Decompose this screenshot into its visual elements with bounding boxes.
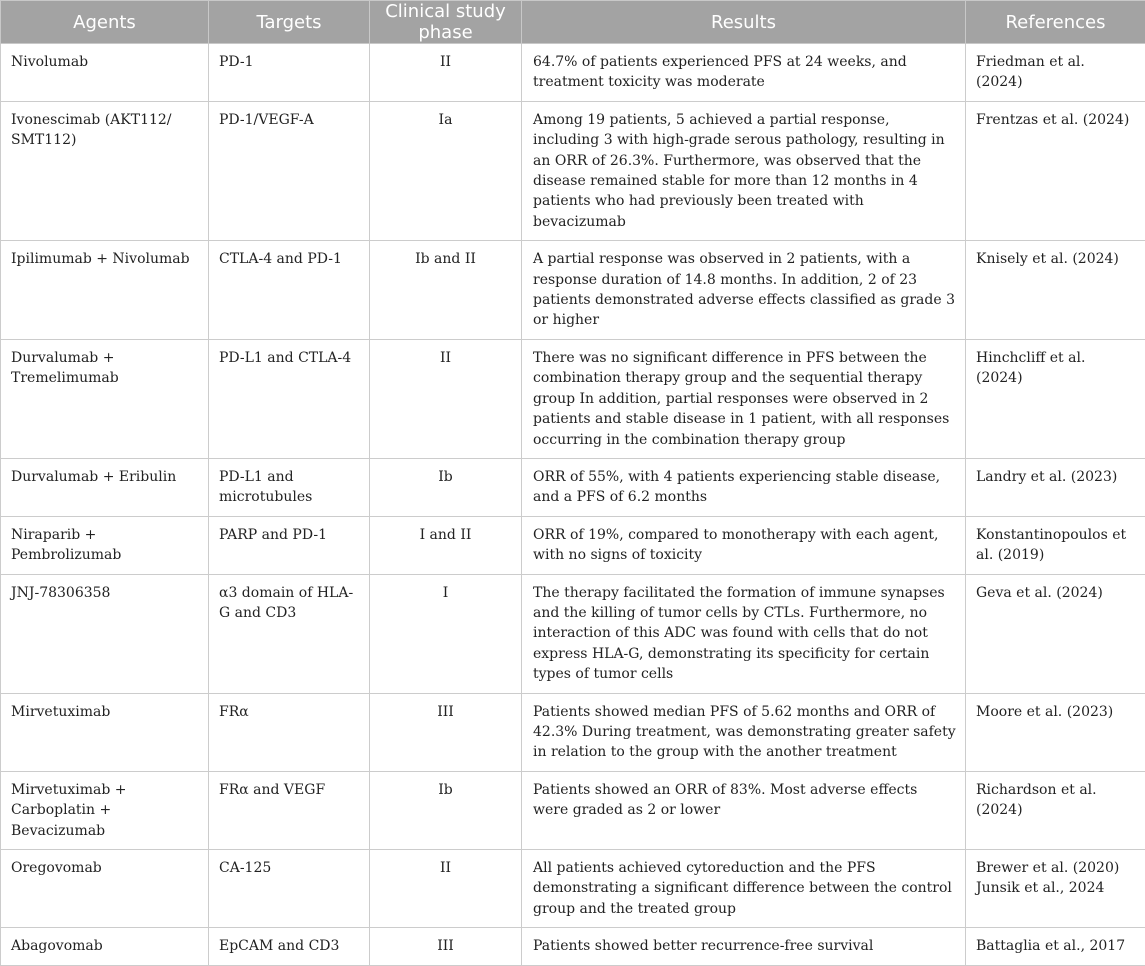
target-cell: PARP and PD-1 xyxy=(209,516,370,574)
agent-cell: Oregovomab xyxy=(1,850,209,928)
table-row xyxy=(1,693,1145,771)
reference-cell: Konstantinopoulos et al. (2019) xyxy=(966,516,1145,574)
agent-cell: Ivonescimab (AKT112/ SMT112) xyxy=(1,101,209,240)
result-cell: ORR of 55%, with 4 patients experiencing stable disease, and a PFS of 6.2 months xyxy=(522,458,966,516)
agent-cell: Durvalumab + Eribulin xyxy=(1,458,209,516)
agent-cell: Durvalumab + Tremelimumab xyxy=(1,339,209,458)
phase-cell: II xyxy=(370,44,522,102)
phase-cell: I and II xyxy=(370,516,522,574)
agent-cell: Niraparib + Pembrolizumab xyxy=(1,516,209,574)
phase-cell: II xyxy=(370,850,522,928)
target-cell: FRα xyxy=(209,693,370,771)
target-cell: CA-125 xyxy=(209,850,370,928)
header-targets: Targets xyxy=(209,1,370,44)
phase-cell: Ib xyxy=(370,771,522,849)
target-cell: PD-L1 and microtubules xyxy=(209,458,370,516)
agent-cell: JNJ-78306358 xyxy=(1,574,209,693)
target-cell: EpCAM and CD3 xyxy=(209,928,370,965)
table-header xyxy=(1,1,1145,44)
table-row xyxy=(1,101,1145,240)
phase-cell: Ib and II xyxy=(370,241,522,340)
result-cell: 64.7% of patients experienced PFS at 24 weeks, and treatment toxicity was moderate xyxy=(522,44,966,102)
target-cell: CTLA-4 and PD-1 xyxy=(209,241,370,340)
table-row xyxy=(1,516,1145,574)
phase-cell: III xyxy=(370,693,522,771)
reference-cell: Richardson et al. (2024) xyxy=(966,771,1145,849)
table-row xyxy=(1,44,1145,102)
result-cell: Among 19 patients, 5 achieved a partial response, including 3 with high-grade serous pathology, resulting in an ORR of 26.3%. Furthermore, was observed that the disease remained stable for more than 12 months in 4 patients who had previously been treated with bevacizumab xyxy=(522,101,966,240)
target-cell: PD-1/VEGF-A xyxy=(209,101,370,240)
table-body xyxy=(1,44,1145,966)
table-row xyxy=(1,771,1145,849)
header-clinical-study-phase: Clinical study phase xyxy=(370,1,522,44)
reference-cell: Knisely et al. (2024) xyxy=(966,241,1145,340)
header-agents: Agents xyxy=(1,1,209,44)
target-cell: PD-1 xyxy=(209,44,370,102)
phase-cell: Ib xyxy=(370,458,522,516)
header-references: References xyxy=(966,1,1145,44)
target-cell: PD-L1 and CTLA-4 xyxy=(209,339,370,458)
target-cell: α3 domain of HLA-G and CD3 xyxy=(209,574,370,693)
header-row xyxy=(1,1,1145,44)
result-cell: Patients showed better recurrence-free survival xyxy=(522,928,966,965)
result-cell: ORR of 19%, compared to monotherapy with each agent, with no signs of toxicity xyxy=(522,516,966,574)
phase-cell: II xyxy=(370,339,522,458)
reference-cell: Friedman et al. (2024) xyxy=(966,44,1145,102)
table-row xyxy=(1,458,1145,516)
table-row xyxy=(1,339,1145,458)
reference-cell: Battaglia et al., 2017 xyxy=(966,928,1145,965)
result-cell: Patients showed median PFS of 5.62 months and ORR of 42.3% During treatment, was demonstrating greater safety in relation to the group with the another treatment xyxy=(522,693,966,771)
reference-cell: Frentzas et al. (2024) xyxy=(966,101,1145,240)
agent-cell: Mirvetuximab xyxy=(1,693,209,771)
phase-cell: I xyxy=(370,574,522,693)
result-cell: A partial response was observed in 2 patients, with a response duration of 14.8 months. In addition, 2 of 23 patients demonstrated adverse effects classified as grade 3 or higher xyxy=(522,241,966,340)
table-row xyxy=(1,574,1145,693)
reference-cell: Landry et al. (2023) xyxy=(966,458,1145,516)
agent-cell: Ipilimumab + Nivolumab xyxy=(1,241,209,340)
result-cell: The therapy facilitated the formation of immune synapses and the killing of tumor cells by CTLs. Furthermore, no interaction of this ADC was found with cells that do not express HLA-G, demonstrating its specificity for certain types of tumor cells xyxy=(522,574,966,693)
result-cell: All patients achieved cytoreduction and the PFS demonstrating a significant difference between the control group and the treated group xyxy=(522,850,966,928)
table-row xyxy=(1,241,1145,340)
agent-cell: Nivolumab xyxy=(1,44,209,102)
table-row xyxy=(1,850,1145,928)
target-cell: FRα and VEGF xyxy=(209,771,370,849)
agent-cell: Mirvetuximab + Carboplatin + Bevacizumab xyxy=(1,771,209,849)
result-cell: Patients showed an ORR of 83%. Most adverse effects were graded as 2 or lower xyxy=(522,771,966,849)
agent-cell: Abagovomab xyxy=(1,928,209,965)
header-results: Results xyxy=(522,1,966,44)
phase-cell: Ia xyxy=(370,101,522,240)
reference-cell: Moore et al. (2023) xyxy=(966,693,1145,771)
result-cell: There was no significant difference in PFS between the combination therapy group and the sequential therapy group In addition, partial responses were observed in 2 patients and stable disease in 1 patient, with all responses occurring in the combination therapy group xyxy=(522,339,966,458)
reference-cell: Geva et al. (2024) xyxy=(966,574,1145,693)
table-row xyxy=(1,928,1145,965)
reference-cell: Brewer et al. (2020) Junsik et al., 2024 xyxy=(966,850,1145,928)
phase-cell: III xyxy=(370,928,522,965)
reference-cell: Hinchcliff et al. (2024) xyxy=(966,339,1145,458)
